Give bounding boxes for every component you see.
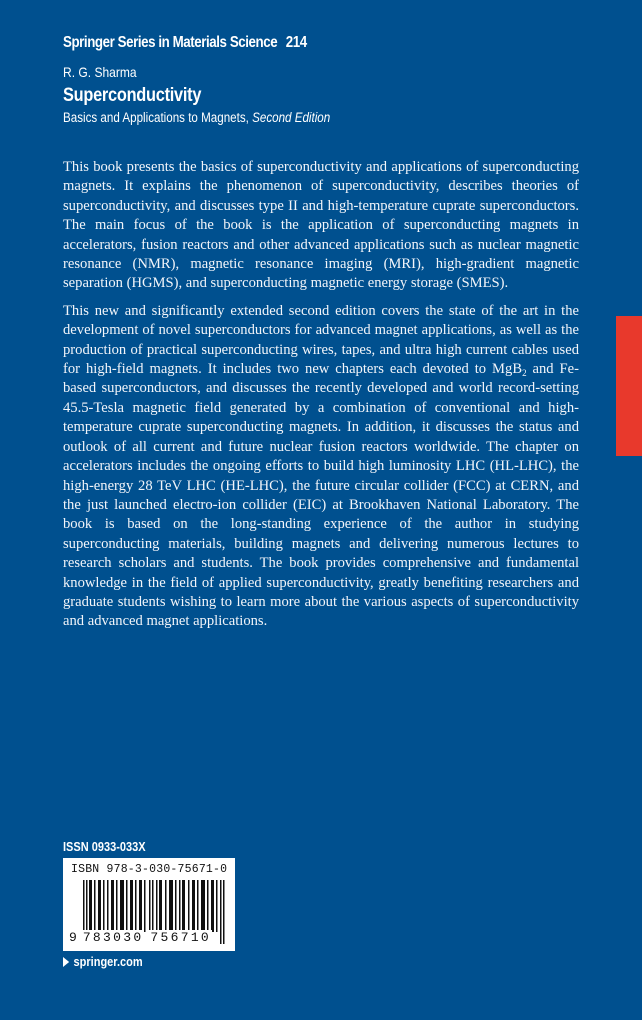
red-edge-tab — [616, 316, 642, 456]
triangle-right-icon — [63, 957, 69, 967]
issn-label: ISSN 0933-033X — [63, 840, 146, 854]
series-number: 214 — [285, 34, 307, 51]
publisher-website — [63, 955, 143, 969]
edition-text: Second Edition — [252, 110, 331, 125]
barcode-first-digit: 9 — [69, 930, 77, 945]
author-name: R. G. Sharma — [63, 64, 137, 80]
subtitle-text: Basics and Applications to Magnets, — [63, 110, 249, 125]
description-paragraph-2 — [63, 302, 579, 632]
book-description — [63, 158, 579, 640]
paragraph-2-part-1: This new and significantly extended second edition covers the state of the art in the development of novel superconductors for advanced magnet applications, as well as the production of practical superconducting wires, tapes, and ultra high current cables used for high-field magnets. It includes two new chapters each devoted to MgB — [63, 302, 579, 378]
book-title: Superconductivity — [63, 85, 202, 106]
subscript-2: 2 — [522, 368, 527, 379]
isbn-barcode — [63, 858, 235, 951]
series-name: Springer Series in Materials Science — [63, 34, 278, 51]
isbn-text: ISBN 978-3-030-75671-0 — [71, 863, 228, 876]
paragraph-2-part-2: and Fe-based superconductors, and discusses the recently developed and world record-setting 45.5-Tesla magnetic field generated by a combination of conventional and high-temperature cuprate superconducting magnets. In addition, it discusses the status and outlook of all current and future nuclear fusion reactors worldwide. The chapter on accelerators includes the ongoing efforts to build high luminosity LHC (HL-LHC), the high-energy 28 TeV LHC (HE-LHC), the future circular collider (FCC) at CERN, and the just launched electro-ion collider (EIC) at Brookhaven National Laboratory. The book is based on the long-standing experience of the author in studying superconducting materials, building magnets and delivering numerous lectures to research scholars and students. The book provides comprehensive and fundamental knowledge in the field of applied superconductivity, greatly benefiting researchers and graduate students wishing to learn more about the various aspects of superconductivity and advanced magnet applications. — [63, 361, 580, 630]
barcode-group-1: 783030 — [82, 930, 144, 945]
series-line — [63, 34, 307, 52]
description-paragraph-1: This book presents the basics of superconductivity and applications of superconducting magnets. It explains the phenomenon of superconductivity, describes theories of superconductivity, and discusses type II and high-temperature cuprate superconductors. The main focus of the book is the application of superconducting magnets in accelerators, fusion reactors and other advanced applications such as nuclear magnetic resonance (NMR), magnetic resonance imaging (MRI), high-gradient magnetic separation (HGMS), and superconducting magnetic energy storage (SMES). — [63, 159, 579, 292]
barcode-digits — [69, 930, 212, 945]
barcode-group-2: 756710 — [150, 930, 212, 945]
website-text: springer.com — [73, 955, 143, 969]
book-subtitle — [63, 110, 330, 125]
